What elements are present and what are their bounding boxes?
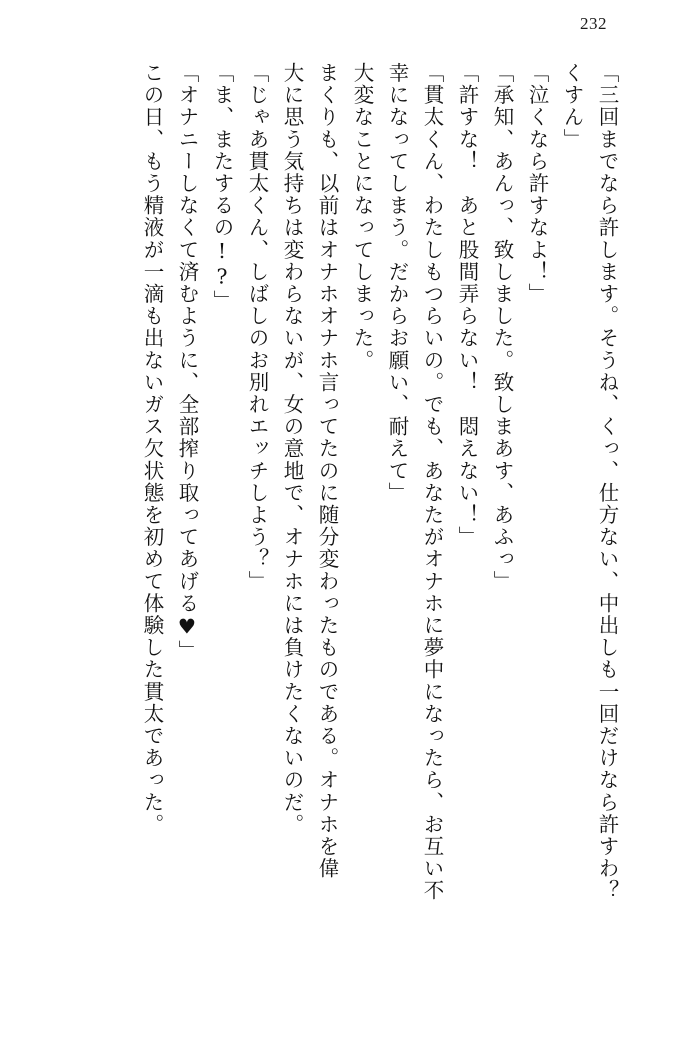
text-line: 「三回までなら許します。そうね、くっ、仕方ない、中出しも一回だけなら許すわ？ (595, 62, 619, 902)
vertical-text-body (76, 62, 617, 996)
page-number: 232 (580, 14, 607, 33)
text-line: 幸になってしまう。だからお願い、耐えて」 (385, 62, 409, 504)
text-line: 「ま、またするの!?」 (210, 62, 234, 313)
text-line: 「泣くなら許すなよ！」 (525, 62, 549, 306)
text-line: 「じゃあ貫太くん、しばしのお別れエッチしよう？」 (245, 62, 269, 593)
text-line: この日、もう精液が一滴も出ないガス欠状態を初めて体験した貫太であった。 (140, 62, 164, 836)
text-line: まくりも、以前はオナホオナホ言ってたのに随分変わったものである。オナホを偉 (315, 62, 339, 880)
text-line: 「オナニーしなくて済むように、全部搾り取ってあげる♥」 (175, 62, 199, 663)
text-line: くすん」 (560, 62, 584, 151)
text-line: 「承知、あんっ、致しました。致しまあす、あふっ」 (490, 62, 514, 593)
text-line: 「許すな！ あと股間弄らない！ 悶えない！」 (455, 62, 479, 549)
text-line: 大に思う気持ちは変わらないが、女の意地で、オナホには負けたくないのだ。 (280, 62, 304, 836)
text-line: 大変なことになってしまった。 (350, 62, 374, 372)
text-line: 「貫太くん、わたしもつらいの。でも、あなたがオナホに夢中になったら、お互い不 (420, 62, 444, 902)
